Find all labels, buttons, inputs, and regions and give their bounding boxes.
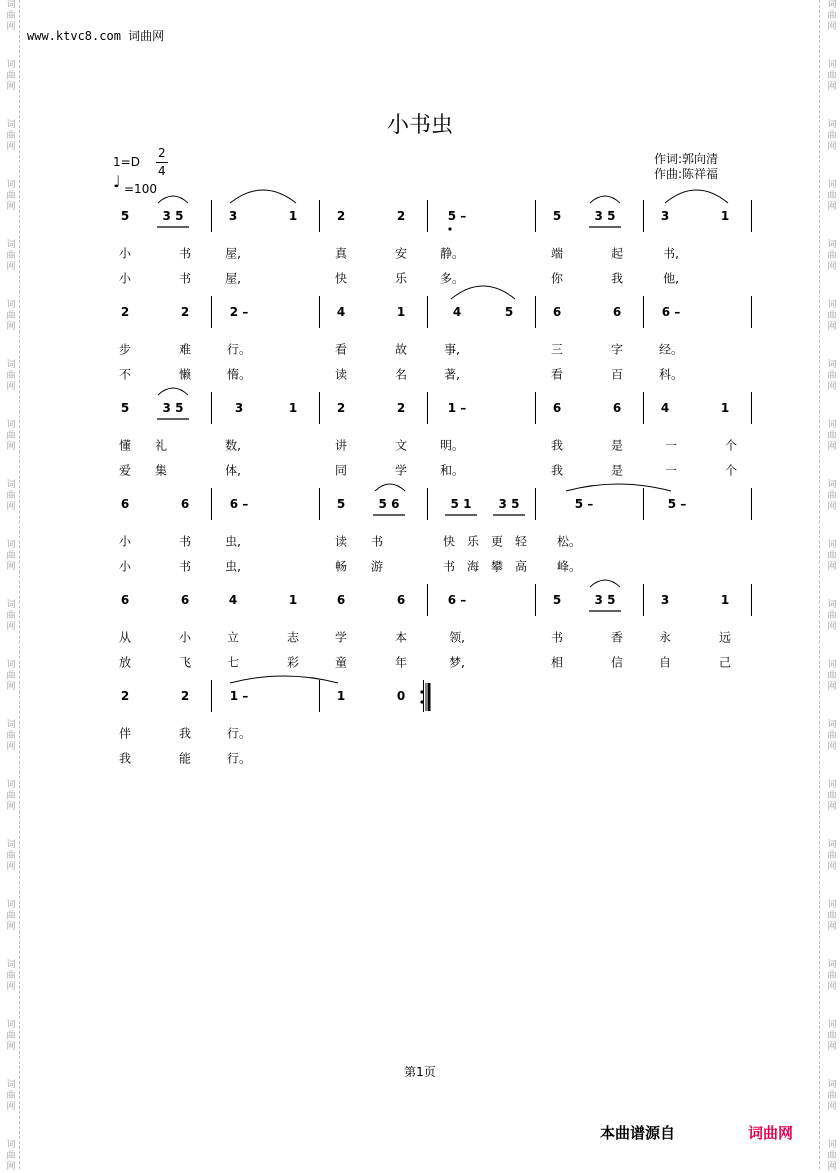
lyric-2: 高 [514,559,528,574]
note: 6 – [447,593,467,607]
watermark-glyph: 词 曲 网 [827,0,837,32]
watermark-glyph: 词 曲 网 [6,1080,16,1112]
note: 6 [120,593,130,607]
lyric-2: 体, [225,463,241,478]
lyric-1: 我 [178,726,192,741]
quarter-note-icon: ♩ [113,172,121,191]
watermark-glyph: 词 曲 网 [827,240,837,272]
lyric-2: 同 [334,463,348,478]
watermark-glyph: 词 曲 网 [6,420,16,452]
note: 5 [504,305,514,319]
watermark-glyph: 词 曲 网 [6,600,16,632]
lyric-2: 童 [334,655,348,670]
lyric-2: 相 [550,655,564,670]
watermark-glyph: 词 曲 网 [827,300,837,332]
watermark-glyph: 词 曲 网 [827,60,837,92]
lyric-2: 学 [394,463,408,478]
lyric-1: 书 [178,246,192,261]
lyric-2: 攀 [490,559,504,574]
lyric-1: 看 [334,342,348,357]
lyric-1: 读 [334,534,348,549]
note: 5 1 [450,497,472,511]
lyric-2: 游 [370,559,384,574]
note: 1 [720,593,730,607]
note: 4 [660,401,670,415]
lyric-2: 读 [334,367,348,382]
watermark-glyph: 词 曲 网 [6,900,16,932]
time-signature-top: 2 [158,146,166,160]
watermark-glyph: 词 曲 网 [6,960,16,992]
slur [375,484,405,491]
site-url[interactable]: www.ktvc8.com 词曲网 [27,29,165,43]
watermark-glyph: 词 曲 网 [827,480,837,512]
lyric-2: 我 [118,751,132,766]
note: 2 [180,305,190,319]
lyric-2: 我 [550,463,564,478]
note: 5 [336,497,346,511]
lyric-2: 名 [394,367,408,382]
watermark-glyph: 词 曲 网 [6,780,16,812]
note: 1 [336,689,346,703]
note: 5 – [574,497,594,511]
lyric-2: 峰。 [556,559,582,574]
watermark-glyph: 词 曲 网 [6,300,16,332]
note: 4 [228,593,238,607]
page-title: 小书虫 [386,113,453,138]
note: 6 [180,497,190,511]
watermark-glyph: 词 曲 网 [827,120,837,152]
note: 1 [396,305,406,319]
lyric-1: 更 [490,534,504,549]
note: 6 [552,401,562,415]
lyric-2: 海 [466,559,480,574]
watermark-glyph: 词 曲 网 [6,540,16,572]
note: 5 [552,593,562,607]
note: 3 5 [498,497,520,511]
watermark-glyph: 词 曲 网 [6,240,16,272]
lyric-1: 行。 [226,726,252,741]
watermark-glyph: 词 曲 网 [827,1080,837,1112]
lyric-2: 一 [664,463,678,478]
note: 5 – [667,497,687,511]
lyric-2: 能 [178,751,192,766]
note: 1 [720,209,730,223]
lyric-2: 己 [718,655,732,670]
slur [665,190,728,203]
lyric-1: 书, [663,246,679,261]
lyric-1: 字 [610,342,624,357]
note: 6 [180,593,190,607]
footer-brand[interactable]: 词曲网 [748,1124,794,1142]
note: 5 6 [378,497,400,511]
slur [158,196,188,203]
watermark-glyph: 词 曲 网 [827,960,837,992]
key-signature: 1=D [113,155,140,169]
lyric-1: 事, [444,342,460,357]
note: 2 [396,401,406,415]
note: 1 [288,209,298,223]
lyric-2: 懒 [178,367,192,382]
lyric-1: 从 [118,630,132,645]
lyric-2: 著, [444,367,460,382]
watermark-glyph: 词 曲 网 [827,1020,837,1052]
watermark-glyph: 词 曲 网 [6,360,16,392]
lyric-2: 你 [550,271,564,286]
lyric-1: 轻 [514,534,528,549]
note: 5 [120,209,130,223]
lyric-2: 虫, [225,559,241,574]
lyric-1: 三 [550,342,564,357]
note: 3 [660,593,670,607]
lyric-2: 快 [334,271,348,286]
lyric-2: 梦, [449,655,465,670]
watermark-glyph: 词 曲 网 [6,180,16,212]
lyric-1: 乐 [466,534,480,549]
note: 1 – [447,401,467,415]
lyric-2: 飞 [178,655,192,670]
lyric-2: 不 [118,367,132,382]
lyric-2: 惰。 [226,367,252,382]
lyric-2: 行。 [226,751,252,766]
note: 2 [180,689,190,703]
repeat-dot [420,700,423,703]
watermark-glyph: 词 曲 网 [827,360,837,392]
lyric-1: 小 [118,246,132,261]
note: 2 [396,209,406,223]
lyric-2: 是 [610,463,624,478]
lyric-1: 懂 [118,438,132,453]
lyric-2: 彩 [286,655,300,670]
lyric-2: 自 [658,655,672,670]
repeat-dot [420,690,423,693]
note: 6 – [661,305,681,319]
note: 1 [720,401,730,415]
lyric-1: 故 [394,342,408,357]
page-number: 第1页 [404,1065,436,1079]
lyric-1: 本 [394,630,408,645]
note: 3 [228,209,238,223]
lyric-2: 小 [118,271,132,286]
note: 3 [660,209,670,223]
note: 1 [288,401,298,415]
lyric-2: 屋, [225,271,241,286]
note: 6 [120,497,130,511]
lyric-1: 领, [449,630,465,645]
lyric-1: 行。 [226,342,252,357]
lyric-1: 明。 [439,438,465,453]
lyric-2: 百 [610,367,624,382]
note: 6 – [229,497,249,511]
lyric-2: 我 [610,271,624,286]
lyric-1: 学 [334,630,348,645]
lyric-1: 静。 [439,246,465,261]
watermark-glyph: 词 曲 网 [827,600,837,632]
note: 3 5 [162,209,184,223]
note: 3 5 [162,401,184,415]
lyric-2: 看 [550,367,564,382]
lyric-2: 信 [610,655,624,670]
time-signature-bottom: 4 [158,164,166,178]
note: 6 [612,401,622,415]
lyric-1: 起 [610,246,624,261]
note: 3 [234,401,244,415]
lyric-1: 小 [118,534,132,549]
watermark-glyph: 词 曲 网 [6,1020,16,1052]
lyric-2: 书 [178,559,192,574]
note: 3 5 [594,593,616,607]
lyric-1: 虫, [225,534,241,549]
watermark-glyph: 词 曲 网 [827,840,837,872]
note: 6 [396,593,406,607]
lyric-1: 伴 [118,726,132,741]
slur [230,190,296,203]
note: 2 – [229,305,249,319]
note: 2 [120,305,130,319]
watermark-glyph: 词 曲 网 [827,180,837,212]
slur [230,676,338,683]
lyric-2: 年 [394,655,408,670]
watermark-glyph: 词 曲 网 [827,780,837,812]
lyric-1: 松。 [556,534,582,549]
note: 5 [120,401,130,415]
watermark-glyph: 词 曲 网 [827,420,837,452]
lyric-1: 经。 [658,342,684,357]
lyric-2: 科。 [658,367,684,382]
lyric-1: 个 [724,438,738,453]
lyric-1: 真 [334,246,348,261]
lyric-2: 乐 [394,271,408,286]
lyricist-credit: 作词:郭向清 [654,152,719,166]
lyric-1: 我 [550,438,564,453]
lyric-2: 书 [442,559,456,574]
composer-credit: 作曲:陈祥福 [654,167,719,181]
watermark-glyph: 词 曲 网 [827,900,837,932]
note: 6 [336,593,346,607]
lyric-1: 远 [718,630,732,645]
lyric-1: 讲 [334,438,348,453]
slur [590,196,620,203]
note: 4 [336,305,346,319]
lyric-1: 书 [178,534,192,549]
watermark-glyph: 词 曲 网 [6,480,16,512]
lyric-1: 快 [442,534,456,549]
lyric-1: 数, [225,438,241,453]
note: 2 [336,401,346,415]
low-octave-dot [448,227,451,230]
lyric-2: 小 [118,559,132,574]
lyric-1: 步 [118,342,132,357]
note: 5 – [447,209,467,223]
lyric-1: 文 [394,438,408,453]
note: 6 [612,305,622,319]
watermark-glyph: 词 曲 网 [6,0,16,32]
watermark-glyph: 词 曲 网 [827,540,837,572]
watermark-glyph: 词 曲 网 [6,120,16,152]
note: 1 [288,593,298,607]
slur [451,286,515,299]
lyric-2: 和。 [439,463,465,478]
watermark-glyph: 词 曲 网 [6,60,16,92]
lyric-1: 是 [610,438,624,453]
lyric-1: 书 [370,534,384,549]
lyric-1: 小 [178,630,192,645]
lyric-1: 端 [550,246,564,261]
lyric-1: 一 [664,438,678,453]
lyric-1: 立 [226,630,240,645]
lyric-2: 畅 [334,559,348,574]
lyric-1: 香 [610,630,624,645]
note: 2 [336,209,346,223]
lyric-2: 书 [178,271,192,286]
lyric-1: 难 [178,342,192,357]
watermark-glyph: 词 曲 网 [827,720,837,752]
note: 4 [452,305,462,319]
lyric-1: 礼 [154,438,168,453]
lyric-2: 多。 [439,271,465,286]
lyric-1: 屋, [225,246,241,261]
lyric-2: 个 [724,463,738,478]
watermark-glyph: 词 曲 网 [6,660,16,692]
note: 5 [552,209,562,223]
lyric-2: 他, [663,271,679,286]
note: 0 [396,689,406,703]
lyric-2: 集 [154,463,168,478]
lyric-1: 永 [658,630,672,645]
watermark-glyph: 词 曲 网 [6,720,16,752]
watermark-glyph: 词 曲 网 [6,1140,16,1172]
lyric-1: 安 [394,246,408,261]
note: 2 [120,689,130,703]
slur [566,484,671,491]
lyric-2: 爱 [118,463,132,478]
watermark-glyph: 词 曲 网 [827,1140,837,1172]
lyric-2: 放 [118,655,132,670]
footer-source: 本曲谱源自 [600,1124,676,1142]
note: 1 – [229,689,249,703]
slur [590,580,620,587]
note: 6 [552,305,562,319]
slur [158,388,188,395]
lyric-2: 七 [226,655,240,670]
tempo-marking: =100 [124,182,157,196]
lyric-1: 书 [550,630,564,645]
watermark-glyph: 词 曲 网 [827,660,837,692]
lyric-1: 志 [286,630,300,645]
watermark-glyph: 词 曲 网 [6,840,16,872]
note: 3 5 [594,209,616,223]
